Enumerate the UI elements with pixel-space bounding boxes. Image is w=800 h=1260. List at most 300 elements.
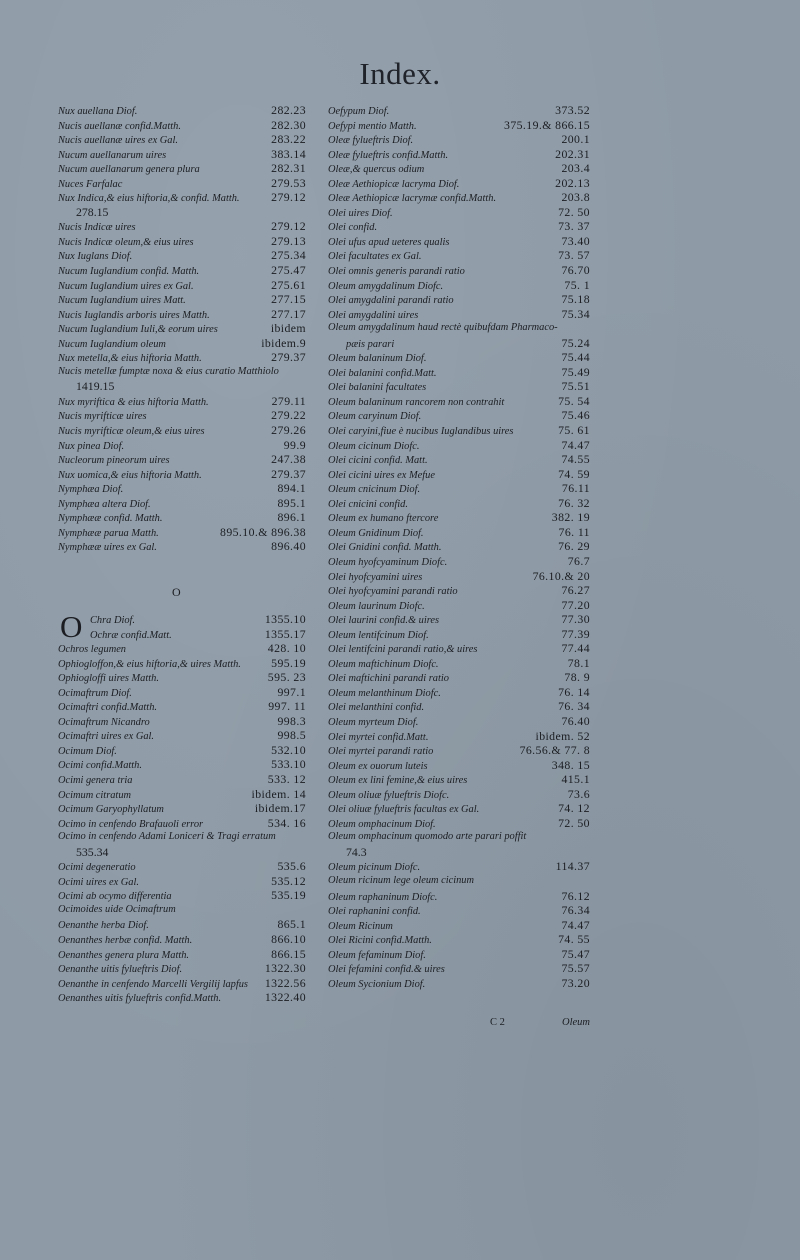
entry-term: Oleum Sycionium Diof.	[328, 978, 426, 990]
entry-term: Olei ufus apud ueteres qualis	[328, 236, 450, 248]
index-entry	[328, 379, 590, 394]
entry-page-ref: 998.5	[277, 728, 306, 743]
entry-term: Nux Iuglans Diof.	[58, 251, 133, 263]
entry-term: Ocimaftrum Nicandro	[58, 716, 150, 728]
index-entry	[58, 757, 306, 772]
index-entry	[328, 641, 590, 656]
index-entry	[58, 743, 306, 758]
index-entry	[58, 103, 306, 118]
index-entry	[328, 161, 590, 176]
index-entry	[328, 176, 590, 191]
index-entry	[58, 932, 306, 947]
entry-term: Oleum amygdalinum Diofc.	[328, 280, 444, 292]
entry-continuation-text: 278.15	[76, 204, 109, 219]
entry-page-ref: 866.15	[271, 946, 306, 961]
entry-term: Olei hyofcyamini uires	[328, 571, 423, 583]
entry-term: Oleum oliuæ fylueftris Diofc.	[328, 789, 450, 801]
index-entry	[328, 408, 590, 423]
index-entry	[58, 350, 306, 365]
index-entry	[58, 176, 306, 191]
entry-page-ref: 595. 23	[267, 670, 306, 685]
entry-page-ref: 73.40	[561, 233, 590, 248]
entry-page-ref: 77.30	[561, 612, 590, 627]
index-entry	[58, 947, 306, 962]
page-title: Index.	[359, 56, 441, 91]
index-entry	[58, 161, 306, 176]
index-entry	[58, 292, 306, 307]
index-entry	[328, 947, 590, 962]
entry-page-ref: 76.40	[561, 713, 590, 728]
index-entry	[58, 496, 306, 511]
entry-term: Nux metella,& eius hiftoria Matth.	[58, 353, 202, 365]
entry-page-ref: 279.37	[271, 350, 306, 365]
index-entry	[58, 190, 306, 205]
index-entry	[58, 219, 306, 234]
entry-page-ref: 348. 15	[551, 757, 590, 772]
entry-page-ref: 428. 10	[267, 641, 306, 656]
entry-page-ref: 866.10	[271, 932, 306, 947]
entry-page-ref: ibidem. 52	[535, 728, 590, 743]
entry-page-ref: 373.52	[555, 103, 590, 117]
entry-page-ref: 279.22	[271, 408, 306, 423]
entry-page-ref: 896.1	[277, 510, 306, 525]
entry-term: Nucum auellanarum genera plura	[58, 164, 200, 176]
entry-term: Oleum myrteum Diof.	[328, 716, 419, 728]
entry-page-ref: 76.7	[567, 553, 590, 568]
entry-page-ref: 75.57	[561, 961, 590, 976]
entry-term: Chra Diof.	[90, 615, 136, 626]
entry-page-ref: 283.22	[271, 132, 306, 147]
entry-term: Oleum Gnidinum Diof.	[328, 527, 424, 539]
entry-page-ref: 76. 34	[558, 699, 590, 714]
index-entry	[328, 510, 590, 525]
entry-term: Oleæ Aethiopicæ lacryma Diof.	[328, 178, 460, 190]
index-entry	[58, 917, 306, 932]
entry-term: Nucum auellanarum uires	[58, 149, 167, 161]
index-entry	[58, 423, 306, 438]
index-entry	[58, 830, 306, 845]
entry-page-ref: 73. 37	[558, 219, 590, 234]
entry-page-ref: 382. 19	[551, 510, 590, 525]
index-entry	[328, 787, 590, 802]
entry-page-ref: 203.4	[561, 161, 590, 176]
entry-page-ref: 75.49	[561, 364, 590, 379]
entry-term: Oenanthe in cenfendo Marcelli Vergilij lapfus	[58, 978, 248, 990]
entry-term: Oleum picinum Diofc.	[328, 862, 421, 874]
entry-term: Ocimi genera tria	[58, 775, 133, 787]
entry-term: Olei amygdalini parandi ratio	[328, 295, 454, 307]
index-entry-continuation	[58, 379, 306, 394]
entry-page-ref: 533.10	[271, 757, 306, 772]
entry-term: Oleum fefaminum Diof.	[328, 949, 426, 961]
index-entry	[328, 598, 590, 613]
entry-page-ref: 595.19	[271, 655, 306, 670]
index-entry-continuation	[328, 845, 590, 860]
entry-page-ref: 282.23	[271, 103, 306, 117]
entry-page-ref: ibidem.9	[261, 335, 306, 350]
index-entry	[58, 365, 306, 380]
index-entry	[328, 729, 590, 744]
entry-term: Oefypum Diof.	[328, 106, 390, 117]
entry-page-ref: 282.30	[271, 117, 306, 132]
index-entry	[58, 990, 306, 1005]
entry-page-ref: 75.34	[561, 306, 590, 321]
entry-page-ref: 73.20	[561, 975, 590, 990]
index-entry	[58, 612, 306, 627]
entry-page-ref: 114.37	[555, 859, 590, 874]
entry-term: Olei lentifcini parandi ratio,& uires	[328, 644, 478, 656]
entry-page-ref: 74. 59	[558, 466, 590, 481]
entry-page-ref: 75.24	[561, 335, 590, 350]
index-entry	[58, 772, 306, 787]
index-entry	[58, 438, 306, 453]
entry-page-ref: 76. 11	[558, 524, 590, 539]
entry-term: Oleum hyofcyaminum Diofc.	[328, 556, 448, 568]
index-entry	[328, 263, 590, 278]
index-entry	[328, 467, 590, 482]
index-entry	[328, 569, 590, 584]
index-entry	[328, 583, 590, 598]
index-column-left-o	[58, 609, 306, 1005]
entry-page-ref: 279.12	[271, 190, 306, 205]
index-entry	[328, 278, 590, 293]
index-entry	[328, 423, 590, 438]
entry-page-ref: 75. 1	[564, 277, 590, 292]
entry-term: Olei Gnidini confid. Matth.	[328, 542, 442, 554]
entry-term: Nucum Iuglandium Iuli,& eorum uires	[58, 324, 218, 336]
entry-page-ref: 282.31	[271, 161, 306, 176]
index-entry	[58, 539, 306, 554]
entry-term: Nucis myrifticæ uires	[58, 411, 147, 423]
entry-term: Olei uires Diof.	[328, 207, 393, 219]
entry-page-ref: 76.27	[561, 583, 590, 598]
index-entry	[58, 525, 306, 540]
entry-term: Oenanthe uitis fylueftris Diof.	[58, 964, 183, 976]
entry-page-ref: 76.11	[561, 481, 590, 496]
entry-term: Ophiogloffon,& eius hiftoria,& uires Matth.	[58, 658, 241, 670]
index-entry	[328, 889, 590, 904]
index-entry	[328, 190, 590, 205]
index-entry	[328, 685, 590, 700]
index-entry	[58, 670, 306, 685]
index-entry	[328, 932, 590, 947]
catchword: Oleum	[562, 1017, 590, 1028]
index-entry	[328, 481, 590, 496]
entry-page-ref: 77.44	[561, 641, 590, 656]
entry-term: Oleum ex humano ftercore	[328, 513, 439, 525]
entry-term: Oleum melanthinum Diofc.	[328, 687, 441, 699]
entry-page-ref: 202.31	[555, 146, 590, 161]
entry-term: Oleum caryinum Diof.	[328, 411, 422, 423]
entry-term: Oleum balaninum rancorem non contrahit	[328, 396, 505, 408]
index-entry	[328, 496, 590, 511]
entry-page-ref: 76.12	[561, 888, 590, 903]
index-column-left-n	[58, 103, 306, 554]
entry-term: Oleum cnicinum Diof.	[328, 484, 421, 496]
index-entry	[58, 481, 306, 496]
index-entry	[58, 248, 306, 263]
entry-term: Oleæ fylueftris confid.Matth.	[328, 149, 449, 161]
entry-term: Nucis Iuglandis arboris uires Matth.	[58, 309, 210, 321]
entry-page-ref: 383.14	[271, 146, 306, 161]
entry-page-ref: 275.34	[271, 248, 306, 263]
index-entry-continuation	[328, 336, 590, 351]
index-entry	[328, 525, 590, 540]
entry-term: Ocimoides uide Ocimaftrum	[58, 903, 176, 915]
entry-page-ref: 78. 9	[564, 670, 590, 685]
entry-page-ref: ibidem. 14	[251, 786, 306, 801]
entry-term: Nux myriftica & eius hiftoria Matth.	[58, 396, 209, 408]
index-entry	[58, 336, 306, 351]
index-entry	[58, 714, 306, 729]
signature-mark: C 2	[490, 1017, 505, 1028]
entry-term: Olei myrtei parandi ratio	[328, 746, 434, 758]
entry-term: Oenanthes herbæ confid. Matth.	[58, 935, 193, 947]
index-entry	[58, 263, 306, 278]
entry-term: Nymphæa Diof.	[58, 484, 124, 496]
entry-page-ref: ibidem	[270, 321, 306, 336]
entry-term: Ocimo in cenfendo Adami Loniceri & Tragi erratum	[58, 831, 276, 843]
entry-term: Nymphæa altera Diof.	[58, 498, 151, 510]
entry-term: Olei myrtei confid.Matt.	[328, 731, 429, 743]
index-entry	[58, 903, 306, 918]
entry-term: Ocimo in cenfendo Brafauoli error	[58, 818, 204, 830]
entry-page-ref: 1322.30	[264, 961, 306, 976]
entry-page-ref: 535.6	[277, 859, 306, 874]
index-entry	[328, 219, 590, 234]
entry-page-ref: 375.19.& 866.15	[504, 117, 590, 132]
entry-term: Nucleorum pineorum uires	[58, 455, 170, 467]
entry-page-ref: 74. 12	[558, 801, 590, 816]
entry-term: Ocimi uires ex Gal.	[58, 876, 139, 888]
entry-page-ref: 415.1	[561, 772, 590, 787]
entry-term: Olei Ricini confid.Matth.	[328, 935, 432, 947]
entry-page-ref: 78.1	[567, 655, 590, 670]
index-entry	[328, 743, 590, 758]
entry-page-ref: 75.47	[561, 946, 590, 961]
entry-term: Nux pinea Diof.	[58, 440, 125, 452]
entry-page-ref: 72. 50	[558, 204, 590, 219]
entry-continuation-text: 535.34	[76, 844, 109, 859]
index-entry	[58, 656, 306, 671]
entry-page-ref: 74.47	[561, 437, 590, 452]
index-entry	[328, 830, 590, 845]
entry-term: Oleum Ricinum	[328, 920, 393, 932]
entry-page-ref: 74. 55	[558, 932, 590, 947]
entry-page-ref: 75.46	[561, 408, 590, 423]
entry-page-ref: 279.13	[271, 233, 306, 248]
entry-page-ref: 896.40	[271, 539, 306, 554]
entry-page-ref: 895.10.& 896.38	[220, 524, 306, 539]
entry-term: Olei melanthini confid.	[328, 702, 425, 714]
entry-term: Olei maftichini parandi ratio	[328, 673, 449, 685]
entry-page-ref: 277.17	[271, 306, 306, 321]
entry-term: Oleum laurinum Diofc.	[328, 600, 425, 612]
entry-term: Oleum ex lini femine,& eius uires	[328, 775, 468, 787]
entry-term: Ocimaftrum Diof.	[58, 687, 132, 699]
entry-term: Ocimum citratum	[58, 789, 132, 801]
entry-term: Olei cicini confid. Matt.	[328, 455, 428, 467]
entry-term: Oleum ricinum lege oleum cicinum	[328, 874, 475, 886]
index-entry	[328, 307, 590, 322]
entry-continuation-text: 1419.15	[76, 379, 115, 394]
index-entry	[328, 365, 590, 380]
entry-page-ref: 535.19	[271, 888, 306, 903]
entry-page-ref: 76. 29	[558, 539, 590, 554]
entry-page-ref: 77.39	[561, 626, 590, 641]
entry-page-ref: 1355.10	[264, 612, 306, 626]
entry-term: Olei fefamini confid.& uires	[328, 964, 445, 976]
entry-page-ref: 202.13	[555, 175, 590, 190]
entry-term: Oleum maftichinum Diofc.	[328, 658, 439, 670]
index-entry	[58, 699, 306, 714]
entry-term: Nucum Iuglandium uires ex Gal.	[58, 280, 194, 292]
index-entry	[328, 321, 590, 336]
index-entry	[328, 801, 590, 816]
entry-term: Oleum omphacinum quomodo arte parari poffit	[328, 831, 527, 843]
entry-term: Ocimi degeneratio	[58, 862, 136, 874]
index-entry	[58, 408, 306, 423]
index-entry	[58, 278, 306, 293]
index-entry	[58, 234, 306, 249]
entry-page-ref: 76.10.& 20	[532, 568, 590, 583]
entry-term: Nux Indica,& eius hiftoria,& confid. Matth.	[58, 193, 240, 205]
entry-term: Olei omnis generis parandi ratio	[328, 266, 465, 278]
entry-continuation-text: pæis parari	[346, 338, 395, 350]
entry-page-ref: 76. 32	[558, 495, 590, 510]
entry-page-ref: 76.34	[561, 903, 590, 918]
index-entry	[328, 452, 590, 467]
entry-page-ref: 247.38	[271, 452, 306, 467]
index-entry	[328, 438, 590, 453]
index-entry	[328, 132, 590, 147]
index-entry	[58, 321, 306, 336]
index-entry	[328, 539, 590, 554]
entry-page-ref: 275.47	[271, 263, 306, 278]
entry-term: Nux uomica,& eius hiftoria Matth.	[58, 469, 202, 481]
index-entry	[328, 292, 590, 307]
entry-page-ref: 535.12	[271, 873, 306, 888]
entry-term: Olei cicini uires ex Mefue	[328, 469, 435, 481]
index-entry	[58, 888, 306, 903]
entry-page-ref: 73.6	[567, 786, 590, 801]
index-entry	[58, 685, 306, 700]
entry-page-ref: 76. 14	[558, 684, 590, 699]
entry-page-ref: 74.55	[561, 452, 590, 467]
entry-page-ref: 279.37	[271, 466, 306, 481]
entry-term: Oleum lentifcinum Diof.	[328, 629, 429, 641]
entry-page-ref: 279.12	[271, 219, 306, 234]
index-entry	[58, 510, 306, 525]
entry-term: Oefypi mentio Matth.	[328, 120, 417, 132]
entry-term: Ocimum Garyophyllatum	[58, 804, 164, 816]
index-entry	[58, 801, 306, 816]
index-entry	[58, 787, 306, 802]
entry-page-ref: 77.20	[561, 597, 590, 612]
entry-page-ref: 99.9	[283, 437, 306, 452]
entry-page-ref: 76.56.& 77. 8	[519, 743, 590, 758]
index-entry	[328, 758, 590, 773]
entry-term: Olei hyofcyamini parandi ratio	[328, 586, 458, 598]
entry-term: Nuces Farfalac	[58, 178, 123, 190]
index-entry	[328, 554, 590, 569]
index-entry	[58, 859, 306, 874]
entry-page-ref: 73. 57	[558, 248, 590, 263]
entry-term: Olei laurini confid.& uires	[328, 615, 440, 627]
index-entry	[328, 205, 590, 220]
entry-term: Oleæ fylueftris Diof.	[328, 135, 414, 147]
entry-term: Nymphææ uires ex Gal.	[58, 542, 157, 554]
index-entry	[58, 307, 306, 322]
index-entry	[328, 772, 590, 787]
index-entry	[328, 234, 590, 249]
drop-cap-initial: O	[60, 609, 83, 644]
index-entry	[58, 467, 306, 482]
index-entry	[328, 147, 590, 162]
entry-term: Oenanthes uitis fylueftris confid.Matth.	[58, 993, 222, 1005]
catchword-line	[490, 1017, 590, 1028]
entry-page-ref: 997.1	[277, 684, 306, 699]
entry-term: Ochros legumen	[58, 644, 127, 656]
entry-page-ref: 75.18	[561, 292, 590, 307]
index-entry	[328, 103, 590, 118]
entry-term: Oenanthe herba Diof.	[58, 920, 149, 932]
index-entry	[328, 976, 590, 991]
entry-page-ref: 75.44	[561, 350, 590, 365]
entry-term: Nucis metellæ fumptæ noxa & eius curatio Matthiolo	[58, 365, 279, 377]
index-entry	[58, 118, 306, 133]
entry-term: Olei raphanini confid.	[328, 906, 421, 918]
entry-term: Ocimaftri confid.Matth.	[58, 702, 157, 714]
entry-page-ref: 532.10	[271, 742, 306, 757]
entry-page-ref: 279.53	[271, 175, 306, 190]
entry-page-ref: 997. 11	[268, 699, 306, 714]
entry-term: Olei caryini,fiue è nucibus Iuglandibus uires	[328, 426, 514, 438]
entry-page-ref: 277.15	[271, 292, 306, 307]
entry-term: Olei cnicini confid.	[328, 498, 408, 510]
entry-page-ref: ibidem.17	[254, 801, 306, 816]
entry-term: Nucis myrifticæ oleum,& eius uires	[58, 426, 205, 438]
entry-term: Olei confid.	[328, 222, 378, 234]
entry-continuation-text: 74.3	[346, 844, 367, 859]
entry-page-ref: 534. 16	[267, 815, 306, 830]
entry-term: Oleæ Aethiopicæ lacrymæ confid.Matth.	[328, 193, 497, 205]
index-entry	[328, 670, 590, 685]
entry-page-ref: 533. 12	[267, 772, 306, 787]
entry-term: Oleum amygdalinum haud rectè quibufdam Pharmaco-	[328, 322, 558, 334]
index-entry-continuation	[58, 205, 306, 220]
entry-page-ref: 74.47	[561, 917, 590, 932]
entry-page-ref: 75. 61	[558, 423, 590, 438]
index-entry	[58, 874, 306, 889]
entry-term: Olei balanini confid.Matt.	[328, 367, 437, 379]
entry-page-ref: 894.1	[277, 481, 306, 496]
entry-term: Oleum balaninum Diof.	[328, 353, 427, 365]
entry-term: Oleum ex ouorum luteis	[328, 760, 428, 772]
entry-page-ref: 275.61	[271, 277, 306, 292]
entry-page-ref: 203.8	[561, 190, 590, 205]
entry-page-ref: 72. 50	[558, 815, 590, 830]
entry-term: Ocimi confid.Matth.	[58, 760, 142, 772]
index-entry	[328, 612, 590, 627]
index-entry-continuation	[58, 845, 306, 860]
entry-page-ref: 998.3	[277, 713, 306, 728]
index-entry	[328, 248, 590, 263]
entry-page-ref: 865.1	[277, 917, 306, 932]
index-entry	[58, 452, 306, 467]
entry-term: Oleæ,& quercus odium	[328, 164, 425, 176]
index-entry	[328, 874, 590, 889]
